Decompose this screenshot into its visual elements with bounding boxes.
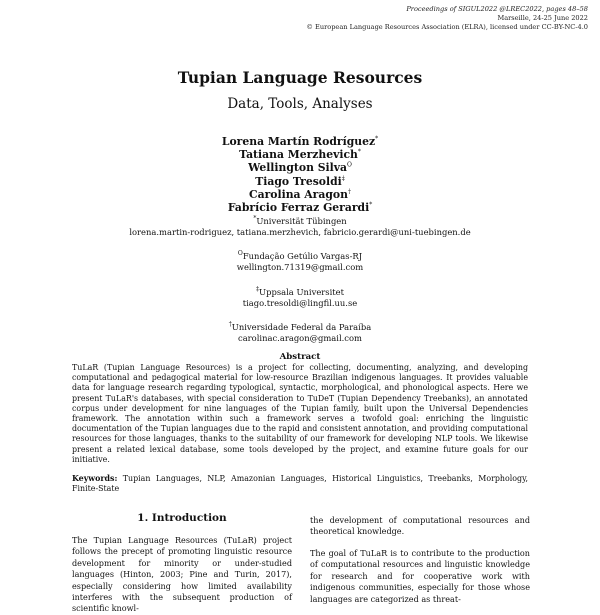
affiliation-1-email[interactable]: lorena.martin-rodriguez, tatiana.merzhevich, fabricio.gerardi@uni-tuebingen.de [129, 227, 471, 237]
keywords [72, 474, 528, 494]
paper-title: Tupian Language Resources [177, 68, 423, 87]
proceedings-line: Proceedings of SIGUL2022 @LREC2022, pages 48–58 [406, 5, 588, 13]
author-1: Lorena Martín Rodríguez* [221, 135, 379, 148]
intro-right-paragraph-1: the development of computational resources and theoretical knowledge. [310, 515, 530, 537]
abstract-heading: Abstract [279, 352, 321, 362]
keywords-text: Tupian Languages, NLP, Amazonian Languages, Historical Linguistics, Treebanks, Morphology, Finite-State [72, 474, 529, 494]
location-line: Marseille, 24-25 June 2022 [497, 14, 588, 22]
paper-subtitle: Data, Tools, Analyses [227, 96, 373, 112]
intro-left-column: The Tupian Language Resources (TuLaR) project follows the precept of promoting linguistic resource development for minority or under-studied languages (Hinton, 2003; Pine and Turin, 2017), especially considering how limited availability interferes with the subsequent production of scientific knowl- [72, 535, 292, 614]
license-line: © European Language Resources Association (ELRA), licensed under CC-BY-NC-4.0 [306, 23, 588, 31]
author-3: Wellington Silva$^O$ [248, 161, 352, 175]
affiliation-3-email[interactable]: tiago.tresoldi@lingfil.uu.se [242, 298, 358, 308]
author-4: Tiago Tresoldi‡ [255, 174, 345, 188]
abstract-text: TuLaR (Tupian Language Resources) is a project for collecting, documenting, analyzing, and developing computational and pedagogical material for low-resource Brazilian indigenous languages. It provides valuable data for language research regarding typological, syntactic, morphological, and phonological aspects. Here we present TuLaR's databases, with special consideration to TuDeT (Tupian Dependency Treebanks), an annotated corpus under development for nine languages of the Tupian family, built upon the Universal Dependencies framework. The annotation within such a framework serves a twofold goal: enriching the linguistic documentation of the Tupian languages due to the rapid and consistent annotation, and providing computational resources for those languages, thanks to the suitability of our framework for developing NLP tools. We likewise present a related lexical database, some tools developed by the project, and examine future goals for our initiative. [72, 363, 528, 464]
author-list [0, 135, 600, 214]
affiliation-2-email[interactable]: wellington.71319@gmail.com [236, 262, 364, 272]
keywords-label: Keywords: [72, 474, 118, 483]
affiliation-4-email[interactable]: carolinac.aragon@gmail.com [238, 333, 362, 343]
author-2: Tatiana Merzhevich* [239, 148, 361, 162]
affiliation-1: *Universität Tübingen lorena.martin-rodriguez, tatiana.merzhevich, fabricio.gerardi@uni-tuebingen.de [0, 216, 600, 238]
affiliation-2: $^O$Fundação Getúlio Vargas-RJ wellington.71319@gmail.com [0, 251, 600, 273]
section-heading-introduction: 1. Introduction [137, 512, 227, 524]
affiliation-4: †Universidade Federal da Paraíba carolinac.aragon@gmail.com [0, 322, 600, 344]
author-6: Fabrício Ferraz Gerardi* [227, 201, 373, 215]
intro-right-paragraph-2: The goal of TuLaR is to contribute to the production of computational resources and linguistic knowledge for research and for cooperative work with indigenous communities, especially for those whose languages are categorized as threat- [310, 548, 530, 604]
author-5: Carolina Aragon† [249, 187, 351, 201]
affiliation-3: ‡Uppsala Universitet tiago.tresoldi@lingfil.uu.se [0, 287, 600, 309]
